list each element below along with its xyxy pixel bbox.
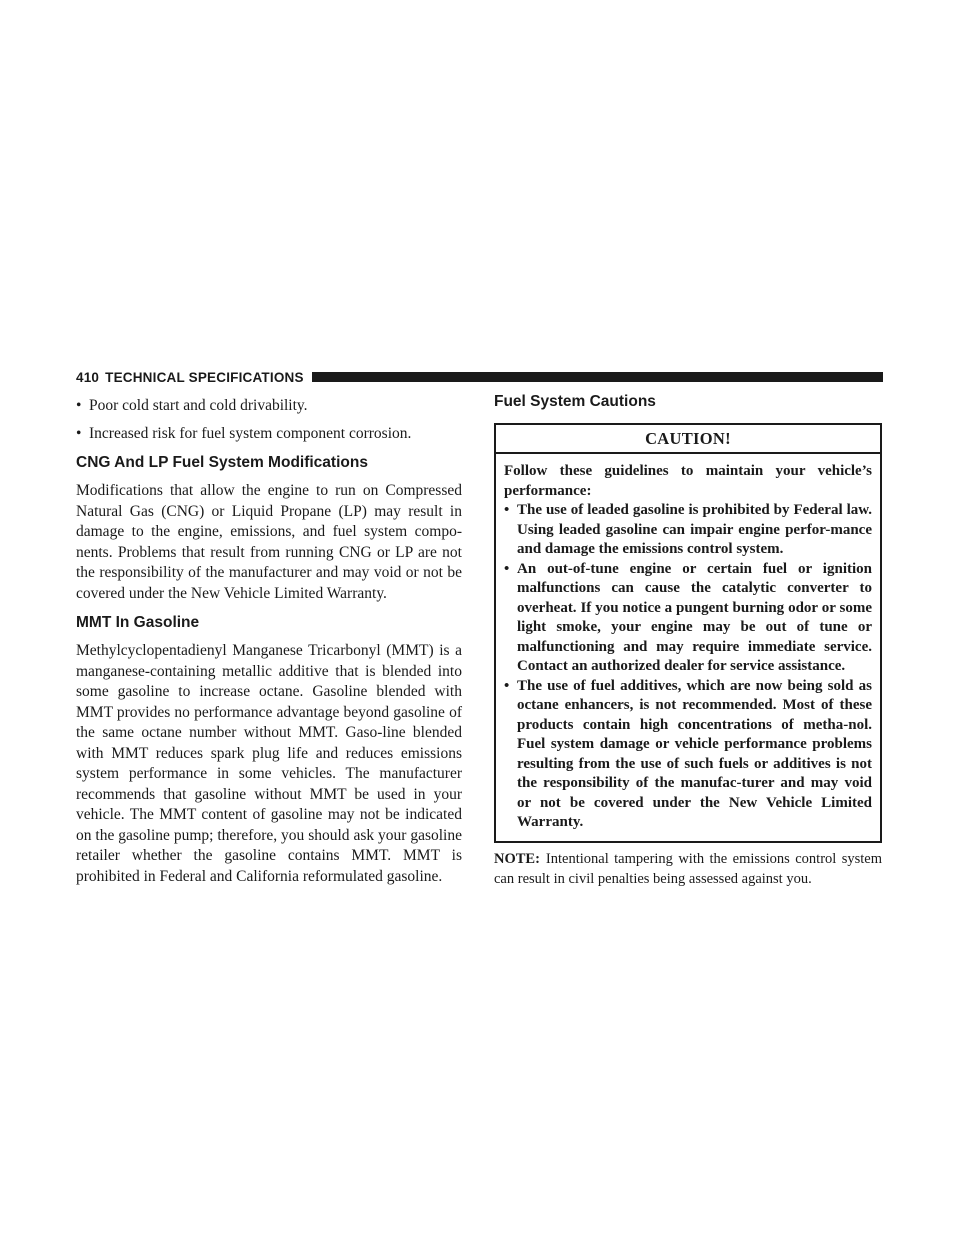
bullet-item: • Poor cold start and cold drivability. xyxy=(76,396,462,417)
note xyxy=(494,849,882,890)
cng-heading: CNG And LP Fuel System Modifications xyxy=(76,454,368,471)
caution-title: CAUTION! xyxy=(496,425,880,454)
caution-item: • The use of fuel additives, which are now being sold as octane enhancers, is not recommended. Most of these products contain high concentrations of metha-nol. Fuel system damage or vehicle performance problems resulting from the use of such fuels or additives is not the responsibility of the manufac-turer and may void or not be covered under the New Vehicle Limited Warranty. xyxy=(504,677,872,833)
mmt-heading: MMT In Gasoline xyxy=(76,614,200,631)
caution-item: • The use of leaded gasoline is prohibited by Federal law. Using leaded gasoline can impair engine perfor-mance and damage the emissions control system. xyxy=(504,501,872,560)
mmt-paragraph: Methylcyclopentadienyl Manganese Tricarbonyl (MMT) is a manganese-containing metallic additive that is blended into some gasoline to increase octane. Gasoline blended with MMT provides no performance advantage beyond gasoline of the same octane number without MMT. Gaso-line blended with MMT reduces spark plug life and reduces emissions system performance in some vehicles. The manufacturer recommends that gasoline without MMT be used in your vehicle. The MMT content of gasoline may not be indicated on the gasoline pump; therefore, you should ask your gasoline retailer whether the gasoline contains MMT. MMT is prohibited in Federal and California reformulated gasoline. xyxy=(76,642,462,885)
page-number: 410 xyxy=(76,369,100,385)
fuel-cautions-heading: Fuel System Cautions xyxy=(494,393,656,410)
cng-paragraph: Modifications that allow the engine to run on Compressed Natural Gas (CNG) or Liquid Propane (LP) may result in damage to the engine, emissions, and fuel system compo-nents. Problems that result from running CNG or LP are not the responsibility of the manufacturer and may void or not be covered under the New Vehicle Limited Warranty. xyxy=(76,482,462,602)
left-column xyxy=(76,390,462,887)
bullet-item: • Increased risk for fuel system component corrosion. xyxy=(76,424,462,445)
note-label: NOTE: xyxy=(494,850,540,867)
caution-body xyxy=(496,454,880,841)
caution-intro: Follow these guidelines to maintain your vehicle’s performance: xyxy=(504,463,872,499)
right-column xyxy=(494,390,882,890)
caution-item: • An out-of-tune engine or certain fuel or ignition malfunctions can cause the catalytic converter to overheat. If you notice a pungent burning odor or some light smoke, your engine may be out of tune or malfunctioning and may require immediate service. Contact an authorized dealer for service assistance. xyxy=(504,560,872,677)
note-text: Intentional tampering with the emissions control system can result in civil penalties being assessed against you. xyxy=(494,850,882,887)
header-rule xyxy=(312,372,883,382)
caution-box xyxy=(494,423,882,843)
page-header xyxy=(76,369,883,385)
section-title: TECHNICAL SPECIFICATIONS xyxy=(105,369,304,385)
